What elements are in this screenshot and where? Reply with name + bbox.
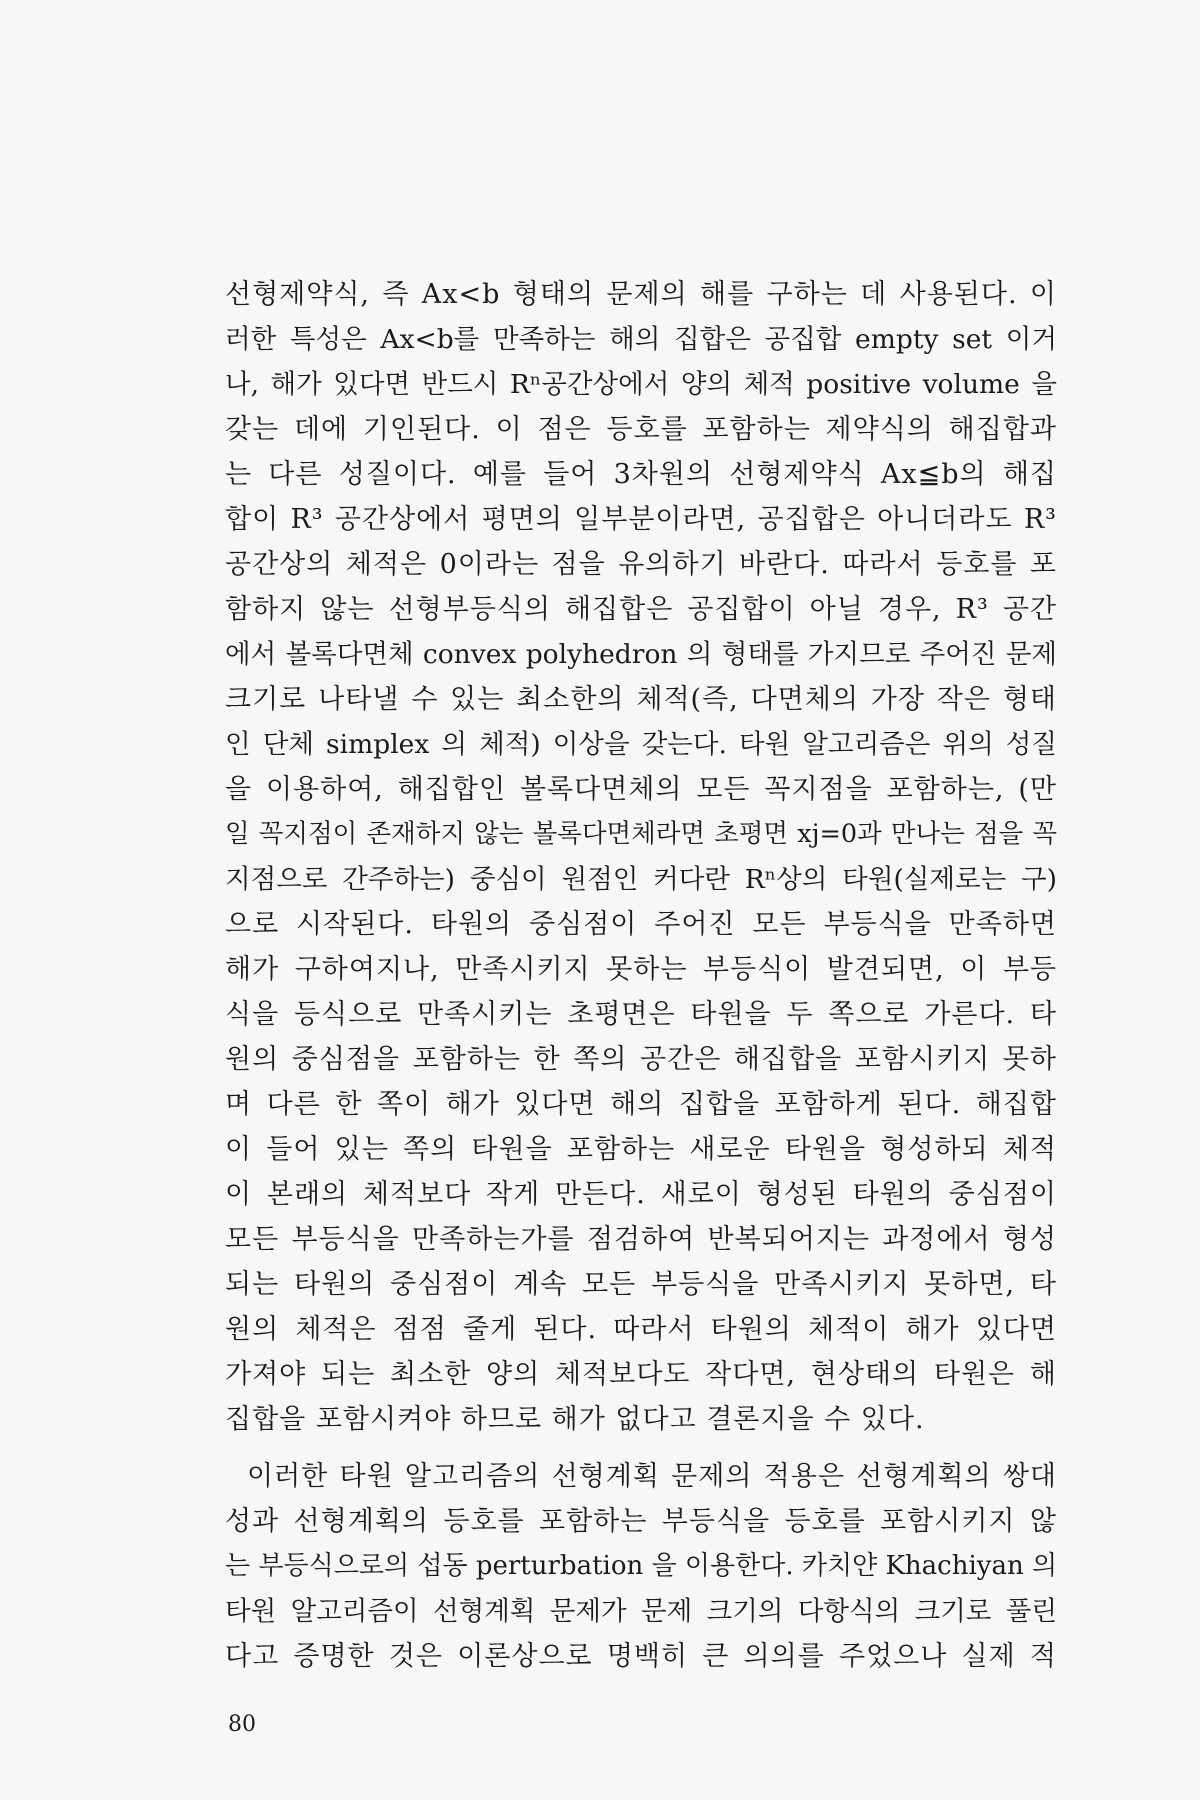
text-line: 는 다른 성질이다. 예를 들어 3차원의 선형제약식 Ax≦b의 해집 [225,459,1057,490]
paragraph-2 [225,1454,1057,1679]
text-line: 선형제약식, 즉 Ax<b 형태의 문제의 해를 구하는 데 사용된다. 이 [225,279,1057,310]
text-line: 으로 시작된다. 타원의 중심점이 주어진 모든 부등식을 만족하면 [225,909,1057,940]
text-line: 다고 증명한 것은 이론상으로 명백히 큰 의의를 주었으나 실제 적 [225,1641,1057,1672]
text-line: 지점으로 간주하는) 중심이 원점인 커다란 Rⁿ상의 타원(실제로는 구) [225,864,1057,895]
text-line: 갖는 데에 기인된다. 이 점은 등호를 포함하는 제약식의 해집합과 [225,414,1057,445]
text-line: 성과 선형계획의 등호를 포함하는 부등식을 등호를 포함시키지 않 [225,1506,1057,1537]
text-line: 함하지 않는 선형부등식의 해집합은 공집합이 아닐 경우, R³ 공간 [225,594,1057,625]
paragraph-1 [225,272,1057,1442]
text-line: 집합을 포함시켜야 하므로 해가 없다고 결론지을 수 있다. [225,1404,925,1435]
text-line: 이러한 타원 알고리즘의 선형계획 문제의 적용은 선형계획의 쌍대 [247,1461,1057,1492]
text-line: 이 들어 있는 쪽의 타원을 포함하는 새로운 타원을 형성하되 체적 [225,1134,1057,1165]
text-line: 원의 중심점을 포함하는 한 쪽의 공간은 해집합을 포함시키지 못하 [225,1044,1057,1075]
text-line: 원의 체적은 점점 줄게 된다. 따라서 타원의 체적이 해가 있다면 [225,1314,1057,1345]
text-line: 타원 알고리즘이 선형계획 문제가 문제 크기의 다항식의 크기로 풀린 [225,1596,1057,1627]
text-line: 합이 R³ 공간상에서 평면의 일부분이라면, 공집합은 아니더라도 R³ [225,504,1057,535]
text-line: 해가 구하여지나, 만족시키지 못하는 부등식이 발견되면, 이 부등 [225,954,1057,985]
text-line: 나, 해가 있다면 반드시 Rⁿ공간상에서 양의 체적 positive volume 을 [225,369,1057,400]
text-line: 식을 등식으로 만족시키는 초평면은 타원을 두 쪽으로 가른다. 타 [225,999,1057,1030]
text-line: 러한 특성은 Ax<b를 만족하는 해의 집합은 공집합 empty set 이거 [225,324,1057,355]
body-text [225,272,1057,1679]
text-line: 공간상의 체적은 0이라는 점을 유의하기 바란다. 따라서 등호를 포 [225,549,1057,580]
text-line: 는 부등식으로의 섭동 perturbation 을 이용한다. 카치얀 Khachiyan 의 [225,1551,1057,1581]
text-line: 일 꼭지점이 존재하지 않는 볼록다면체라면 초평면 xj=0과 만나는 점을 꼭 [225,819,1057,849]
text-line: 크기로 나타낼 수 있는 최소한의 체적(즉, 다면체의 가장 작은 형태 [225,684,1057,715]
text-line: 가져야 되는 최소한 양의 체적보다도 작다면, 현상태의 타원은 해 [225,1359,1057,1390]
page-number: 80 [228,1712,256,1737]
text-line: 이 본래의 체적보다 작게 만든다. 새로이 형성된 타원의 중심점이 [225,1179,1057,1210]
text-line: 며 다른 한 쪽이 해가 있다면 해의 집합을 포함하게 된다. 해집합 [225,1089,1057,1120]
text-line: 을 이용하여, 해집합인 볼록다면체의 모든 꼭지점을 포함하는, (만 [225,774,1057,805]
text-line: 인 단체 simplex 의 체적) 이상을 갖는다. 타원 알고리즘은 위의 성질 [225,729,1057,760]
paragraph-gap [225,1442,1057,1454]
text-line: 되는 타원의 중심점이 계속 모든 부등식을 만족시키지 못하면, 타 [225,1269,1057,1300]
text-line: 모든 부등식을 만족하는가를 점검하여 반복되어지는 과정에서 형성 [225,1224,1057,1255]
text-line: 에서 볼록다면체 convex polyhedron 의 형태를 가지므로 주어진 문제 [225,639,1057,670]
